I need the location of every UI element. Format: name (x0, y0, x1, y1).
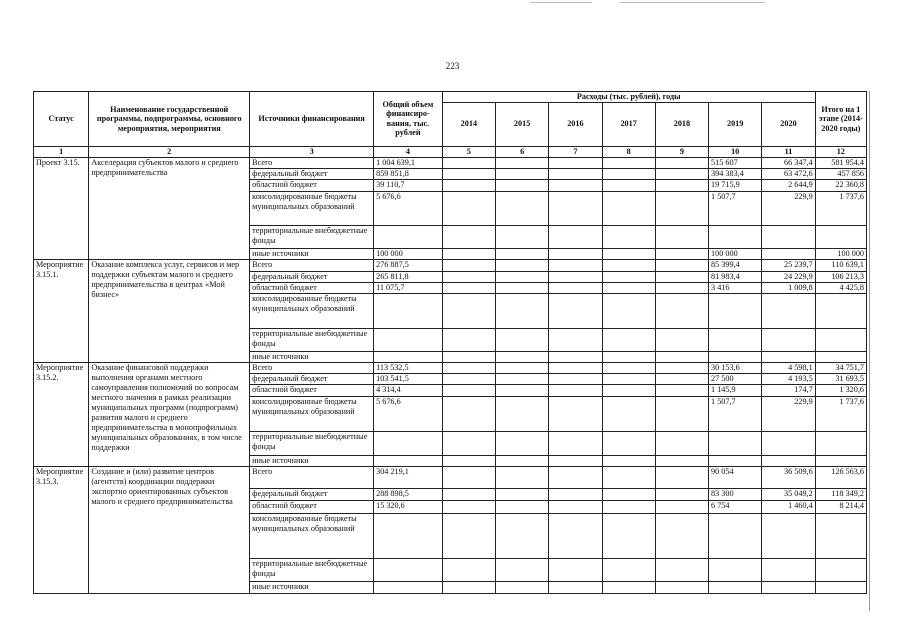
stage-total-cell: 8 214,4 (815, 500, 866, 513)
year-2018-cell (655, 328, 708, 351)
total-cell: 276 887,5 (374, 259, 443, 271)
year-2016-cell (549, 191, 602, 225)
year-2014-cell (442, 248, 495, 259)
year-2018-cell (655, 373, 708, 384)
year-2018-cell (655, 513, 708, 558)
year-2014-cell (442, 225, 495, 248)
source-cell: областной бюджет (250, 179, 374, 191)
year-2020-cell (762, 293, 815, 328)
year-2019-cell: 100 000 (709, 248, 762, 259)
total-cell: 859 851,8 (374, 168, 443, 179)
header-year: 2018 (655, 102, 708, 146)
column-number: 10 (709, 146, 762, 157)
header-name: Наименование государственной программы, подпрограммы, основного мероприятия, мероприятия (89, 92, 250, 147)
year-2020-cell: 2 644,9 (762, 179, 815, 191)
table-body (34, 157, 867, 593)
year-2018-cell (655, 225, 708, 248)
year-2015-cell (495, 191, 548, 225)
source-cell: консолидированные бюджеты муниципальных образований (250, 396, 374, 431)
year-2020-cell (762, 328, 815, 351)
year-2017-cell (602, 384, 655, 396)
column-number: 3 (250, 146, 374, 157)
year-2018-cell (655, 581, 708, 593)
name-cell: Создание и (или) развитие центров (агентств) координации поддержки экспортно ориентированных субъектов малого и среднего предпринимательства (89, 466, 250, 593)
year-2019-cell (709, 581, 762, 593)
year-2018-cell (655, 293, 708, 328)
source-cell: территориальные внебюджетные фонды (250, 431, 374, 455)
year-2018-cell (655, 248, 708, 259)
year-2015-cell (495, 271, 548, 282)
stage-total-cell: 100 000 (815, 248, 866, 259)
total-cell (374, 581, 443, 593)
header-total: Общий объем финансиро-вания, тыс. рублей (374, 92, 443, 147)
year-2020-cell (762, 248, 815, 259)
year-2015-cell (495, 581, 548, 593)
source-cell: федеральный бюджет (250, 168, 374, 179)
year-2017-cell (602, 581, 655, 593)
stage-total-cell (815, 328, 866, 351)
year-2017-cell (602, 191, 655, 225)
status-cell: Мероприятие 3.15.3. (34, 466, 89, 593)
year-2020-cell: 229,9 (762, 396, 815, 431)
year-2016-cell (549, 248, 602, 259)
year-2017-cell (602, 500, 655, 513)
header-year: 2015 (495, 102, 548, 146)
year-2019-cell: 1 145,9 (709, 384, 762, 396)
column-number: 7 (549, 146, 602, 157)
year-2017-cell (602, 351, 655, 362)
year-2015-cell (495, 282, 548, 293)
year-2015-cell (495, 248, 548, 259)
year-2014-cell (442, 513, 495, 558)
year-2016-cell (549, 259, 602, 271)
year-2019-cell: 3 416 (709, 282, 762, 293)
year-2019-cell: 30 153,6 (709, 362, 762, 373)
stage-total-cell (815, 431, 866, 455)
total-cell: 39 110,7 (374, 179, 443, 191)
year-2017-cell (602, 488, 655, 500)
year-2014-cell (442, 384, 495, 396)
year-2019-cell (709, 431, 762, 455)
year-2017-cell (602, 373, 655, 384)
year-2015-cell (495, 328, 548, 351)
year-2018-cell (655, 282, 708, 293)
stage-total-cell: 22 360,8 (815, 179, 866, 191)
header-status: Статус (34, 92, 89, 147)
total-cell: 11 075,7 (374, 282, 443, 293)
year-2014-cell (442, 488, 495, 500)
year-2018-cell (655, 558, 708, 581)
stage-total-cell (815, 581, 866, 593)
source-cell: областной бюджет (250, 500, 374, 513)
year-2015-cell (495, 157, 548, 168)
year-2014-cell (442, 168, 495, 179)
table-row (34, 259, 867, 271)
year-2016-cell (549, 157, 602, 168)
source-cell: иные источники (250, 248, 374, 259)
stage-total-cell: 118 349,2 (815, 488, 866, 500)
header-year: 2014 (442, 102, 495, 146)
total-cell: 5 676,6 (374, 396, 443, 431)
name-cell: Оказание комплекса услуг, сервисов и мер поддержки субъектам малого и среднего предпринимательства в центрах «Мой бизнес» (89, 259, 250, 362)
year-2015-cell (495, 225, 548, 248)
total-cell (374, 558, 443, 581)
table-row (34, 157, 867, 168)
year-2017-cell (602, 513, 655, 558)
year-2017-cell (602, 293, 655, 328)
stage-total-cell: 4 425,8 (815, 282, 866, 293)
year-2014-cell (442, 362, 495, 373)
status-cell: Мероприятие 3.15.1. (34, 259, 89, 362)
source-cell: территориальные внебюджетные фонды (250, 328, 374, 351)
source-cell: областной бюджет (250, 282, 374, 293)
column-number: 2 (89, 146, 250, 157)
year-2018-cell (655, 500, 708, 513)
year-2020-cell: 1 009,8 (762, 282, 815, 293)
year-2017-cell (602, 431, 655, 455)
stage-total-cell (815, 513, 866, 558)
year-2020-cell (762, 581, 815, 593)
total-cell: 15 320,6 (374, 500, 443, 513)
total-cell: 113 532,5 (374, 362, 443, 373)
year-2019-cell: 27 500 (709, 373, 762, 384)
stage-total-cell (815, 293, 866, 328)
year-2019-cell: 90 054 (709, 466, 762, 488)
year-2016-cell (549, 455, 602, 466)
column-number: 6 (495, 146, 548, 157)
header-year: 2016 (549, 102, 602, 146)
year-2016-cell (549, 328, 602, 351)
stage-total-cell (815, 225, 866, 248)
source-cell: федеральный бюджет (250, 271, 374, 282)
year-2015-cell (495, 259, 548, 271)
year-2015-cell (495, 431, 548, 455)
source-cell: иные источники (250, 455, 374, 466)
year-2015-cell (495, 558, 548, 581)
year-2015-cell (495, 384, 548, 396)
source-cell: консолидированные бюджеты муниципальных образований (250, 513, 374, 558)
table-row (34, 362, 867, 373)
year-2016-cell (549, 513, 602, 558)
year-2018-cell (655, 488, 708, 500)
name-cell: Акселерация субъектов малого и среднего предпринимательства (89, 157, 250, 259)
year-2019-cell (709, 328, 762, 351)
year-2019-cell: 83 300 (709, 488, 762, 500)
year-2016-cell (549, 558, 602, 581)
year-2016-cell (549, 362, 602, 373)
year-2016-cell (549, 488, 602, 500)
year-2016-cell (549, 351, 602, 362)
stage-total-cell: 34 751,7 (815, 362, 866, 373)
year-2018-cell (655, 271, 708, 282)
year-2019-cell (709, 455, 762, 466)
header-stage-total: Итого на 1 этапе (2014-2020 годы) (815, 92, 866, 147)
source-cell: консолидированные бюджеты муниципальных образований (250, 191, 374, 225)
year-2018-cell (655, 351, 708, 362)
year-2019-cell: 19 715,9 (709, 179, 762, 191)
year-2019-cell: 1 507,7 (709, 396, 762, 431)
column-number: 12 (815, 146, 866, 157)
year-2018-cell (655, 362, 708, 373)
stage-total-cell: 1 320,6 (815, 384, 866, 396)
year-2020-cell: 66 347,4 (762, 157, 815, 168)
total-cell (374, 328, 443, 351)
year-2020-cell (762, 513, 815, 558)
year-2015-cell (495, 455, 548, 466)
total-cell (374, 293, 443, 328)
total-cell (374, 513, 443, 558)
stage-total-cell: 581 954,4 (815, 157, 866, 168)
year-2015-cell (495, 362, 548, 373)
source-cell: Всего (250, 466, 374, 488)
year-2014-cell (442, 373, 495, 384)
year-2019-cell (709, 513, 762, 558)
year-2018-cell (655, 168, 708, 179)
year-2016-cell (549, 500, 602, 513)
source-cell: консолидированные бюджеты муниципальных образований (250, 293, 374, 328)
stage-total-cell: 126 563,6 (815, 466, 866, 488)
year-2019-cell: 515 607 (709, 157, 762, 168)
source-cell: федеральный бюджет (250, 373, 374, 384)
year-2017-cell (602, 455, 655, 466)
stage-total-cell (815, 351, 866, 362)
year-2014-cell (442, 431, 495, 455)
year-2017-cell (602, 248, 655, 259)
stage-total-cell: 1 737,6 (815, 191, 866, 225)
year-2014-cell (442, 466, 495, 488)
source-cell: территориальные внебюджетные фонды (250, 558, 374, 581)
total-cell: 288 898,5 (374, 488, 443, 500)
year-2018-cell (655, 384, 708, 396)
year-2015-cell (495, 466, 548, 488)
scan-edge-line (620, 2, 765, 3)
year-2014-cell (442, 282, 495, 293)
year-2014-cell (442, 179, 495, 191)
source-cell: территориальные внебюджетные фонды (250, 225, 374, 248)
year-2014-cell (442, 271, 495, 282)
total-cell: 100 000 (374, 248, 443, 259)
year-2016-cell (549, 282, 602, 293)
year-2020-cell: 174,7 (762, 384, 815, 396)
source-cell: Всего (250, 362, 374, 373)
source-cell: иные источники (250, 351, 374, 362)
total-cell (374, 455, 443, 466)
year-2017-cell (602, 168, 655, 179)
year-2020-cell (762, 558, 815, 581)
column-number: 11 (762, 146, 815, 157)
year-2015-cell (495, 179, 548, 191)
year-2019-cell (709, 351, 762, 362)
year-2019-cell (709, 558, 762, 581)
year-2020-cell: 1 460,4 (762, 500, 815, 513)
year-2015-cell (495, 168, 548, 179)
year-2019-cell: 1 507,7 (709, 191, 762, 225)
year-2020-cell: 25 239,7 (762, 259, 815, 271)
year-2015-cell (495, 396, 548, 431)
year-2015-cell (495, 488, 548, 500)
year-2017-cell (602, 225, 655, 248)
year-2014-cell (442, 581, 495, 593)
year-2016-cell (549, 466, 602, 488)
year-2017-cell (602, 282, 655, 293)
year-2014-cell (442, 455, 495, 466)
year-2020-cell (762, 225, 815, 248)
year-2014-cell (442, 157, 495, 168)
year-2016-cell (549, 384, 602, 396)
header-year: 2017 (602, 102, 655, 146)
stage-total-cell: 110 639,1 (815, 259, 866, 271)
source-cell: федеральный бюджет (250, 488, 374, 500)
year-2020-cell: 35 049,2 (762, 488, 815, 500)
year-2020-cell (762, 351, 815, 362)
page-number: 223 (445, 61, 460, 71)
year-2014-cell (442, 396, 495, 431)
total-cell: 265 811,8 (374, 271, 443, 282)
year-2019-cell: 85 399,4 (709, 259, 762, 271)
total-cell: 4 314,4 (374, 384, 443, 396)
year-2020-cell (762, 431, 815, 455)
year-2017-cell (602, 328, 655, 351)
year-2017-cell (602, 558, 655, 581)
source-cell: Всего (250, 259, 374, 271)
year-2019-cell: 81 983,4 (709, 271, 762, 282)
year-2020-cell: 36 509,6 (762, 466, 815, 488)
year-2016-cell (549, 179, 602, 191)
year-2014-cell (442, 293, 495, 328)
year-2014-cell (442, 191, 495, 225)
year-2018-cell (655, 259, 708, 271)
year-2016-cell (549, 271, 602, 282)
year-2015-cell (495, 293, 548, 328)
year-2019-cell (709, 293, 762, 328)
year-2017-cell (602, 157, 655, 168)
year-2020-cell: 4 598,1 (762, 362, 815, 373)
status-cell: Мероприятие 3.15.2. (34, 362, 89, 466)
source-cell: иные источники (250, 581, 374, 593)
total-cell (374, 225, 443, 248)
scan-edge-line (530, 2, 592, 3)
stage-total-cell (815, 558, 866, 581)
year-2016-cell (549, 396, 602, 431)
column-number: 4 (374, 146, 443, 157)
year-2018-cell (655, 396, 708, 431)
header-year: 2019 (709, 102, 762, 146)
year-2017-cell (602, 179, 655, 191)
year-2017-cell (602, 466, 655, 488)
year-2016-cell (549, 373, 602, 384)
year-2017-cell (602, 396, 655, 431)
total-cell: 103 541,5 (374, 373, 443, 384)
scan-border-line (869, 91, 870, 611)
stage-total-cell: 457 856 (815, 168, 866, 179)
year-2020-cell: 63 472,6 (762, 168, 815, 179)
year-2018-cell (655, 191, 708, 225)
stage-total-cell: 1 737,6 (815, 396, 866, 431)
status-cell: Проект 3.15. (34, 157, 89, 259)
header-expenses: Расходы (тыс. рублей), годы (442, 92, 815, 103)
year-2014-cell (442, 351, 495, 362)
year-2020-cell: 4 193,5 (762, 373, 815, 384)
year-2019-cell: 394 383,4 (709, 168, 762, 179)
year-2018-cell (655, 466, 708, 488)
year-2017-cell (602, 362, 655, 373)
year-2016-cell (549, 581, 602, 593)
total-cell: 304 219,1 (374, 466, 443, 488)
total-cell: 5 676,6 (374, 191, 443, 225)
year-2016-cell (549, 293, 602, 328)
stage-total-cell: 31 693,5 (815, 373, 866, 384)
year-2018-cell (655, 179, 708, 191)
year-2014-cell (442, 259, 495, 271)
year-2014-cell (442, 500, 495, 513)
column-number: 8 (602, 146, 655, 157)
year-2017-cell (602, 259, 655, 271)
year-2019-cell (709, 225, 762, 248)
year-2016-cell (549, 431, 602, 455)
year-2016-cell (549, 168, 602, 179)
stage-total-cell (815, 455, 866, 466)
name-cell: Оказание финансовой поддержки выполнения органами местного самоуправления полномочий по вопросам местного значения в рамках реализации муниципальных программ (подпрограмм) развития малого и среднего предпринимательства в монопрофильных муниципальных образованиях, в том числе поддержки (89, 362, 250, 466)
stage-total-cell: 106 213,3 (815, 271, 866, 282)
source-cell: областной бюджет (250, 384, 374, 396)
column-number: 1 (34, 146, 89, 157)
year-2014-cell (442, 328, 495, 351)
total-cell: 1 004 639,1 (374, 157, 443, 168)
year-2018-cell (655, 157, 708, 168)
year-2015-cell (495, 373, 548, 384)
header-source: Источники финансирования (250, 92, 374, 147)
year-2016-cell (549, 225, 602, 248)
column-number: 5 (442, 146, 495, 157)
year-2020-cell: 24 229,9 (762, 271, 815, 282)
year-2014-cell (442, 558, 495, 581)
year-2015-cell (495, 513, 548, 558)
table-row (34, 466, 867, 488)
total-cell (374, 351, 443, 362)
year-2015-cell (495, 351, 548, 362)
year-2017-cell (602, 271, 655, 282)
year-2018-cell (655, 431, 708, 455)
source-cell: Всего (250, 157, 374, 168)
year-2018-cell (655, 455, 708, 466)
financing-table (33, 91, 867, 594)
header-year: 2020 (762, 102, 815, 146)
column-number: 9 (655, 146, 708, 157)
year-2015-cell (495, 500, 548, 513)
year-2019-cell: 6 754 (709, 500, 762, 513)
total-cell (374, 431, 443, 455)
year-2020-cell (762, 455, 815, 466)
year-2020-cell: 229,9 (762, 191, 815, 225)
